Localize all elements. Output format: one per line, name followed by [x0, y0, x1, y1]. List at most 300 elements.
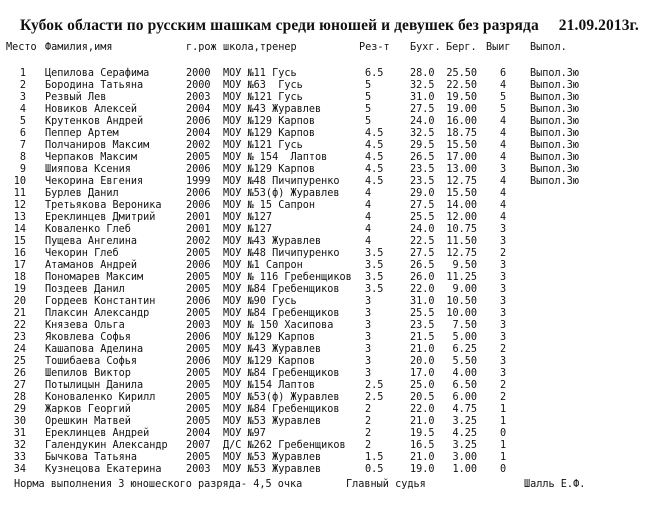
cell-berger: 16.00 — [446, 116, 477, 127]
cell-name: Тошибаева Софья — [45, 356, 138, 367]
cell-name: Ереклинцев Дмитрий — [45, 212, 156, 223]
cell-berger: 6.50 — [452, 380, 477, 391]
cell-result: 2.5 — [365, 380, 384, 391]
cell-wins: 5 — [500, 104, 507, 115]
cell-name: Резвый Лев — [45, 92, 107, 103]
cell-buchholz: 32.5 — [410, 80, 435, 91]
cell-buchholz: 27.5 — [410, 248, 435, 259]
cell-berger: 22.50 — [446, 80, 477, 91]
cell-name: Пеппер Артем — [45, 128, 119, 139]
cell-buchholz: 31.0 — [410, 296, 435, 307]
cell-buchholz: 23.5 — [410, 176, 435, 187]
cell-result: 3 — [365, 320, 372, 331]
cell-school: МОУ №53 Журавлев — [223, 452, 322, 463]
cell-result: 1.5 — [365, 452, 384, 463]
table-row — [0, 260, 664, 272]
cell-buchholz: 27.5 — [410, 104, 435, 115]
cell-place: 23 — [13, 332, 26, 343]
cell-place: 18 — [13, 272, 26, 283]
cell-place: 25 — [13, 356, 26, 367]
cell-berger: 17.00 — [446, 152, 477, 163]
cell-buchholz: 25.5 — [410, 212, 435, 223]
cell-school: МОУ №43 Журавлев — [223, 344, 322, 355]
cell-year: 2005 — [186, 344, 211, 355]
cell-result: 3.5 — [365, 260, 384, 271]
cell-name: Атаманов Андрей — [45, 260, 138, 271]
cell-name: Чекорин Глеб — [45, 248, 119, 259]
cell-buchholz: 22.5 — [410, 236, 435, 247]
header-place: Место — [6, 42, 37, 53]
cell-buchholz: 21.0 — [410, 344, 435, 355]
cell-name: Третьякова Вероника — [45, 200, 162, 211]
cell-name: Яковлева Софья — [45, 332, 131, 343]
cell-berger: 10.75 — [446, 224, 477, 235]
cell-school: МОУ № 116 Гребенщиков — [223, 272, 352, 283]
cell-wins: 3 — [500, 272, 507, 283]
cell-school: МОУ №127 — [223, 224, 273, 235]
cell-year: 2003 — [186, 92, 211, 103]
cell-year: 2005 — [186, 452, 211, 463]
cell-result: 3 — [365, 344, 372, 355]
cell-year: 2005 — [186, 284, 211, 295]
cell-wins: 3 — [500, 320, 507, 331]
table-row — [0, 176, 664, 188]
table-row — [0, 452, 664, 464]
cell-school: МОУ №129 Карпов — [223, 356, 316, 367]
cell-berger: 4.75 — [452, 404, 477, 415]
cell-wins: 4 — [500, 116, 507, 127]
cell-name: Бородина Татьяна — [45, 80, 144, 91]
cell-place: 13 — [13, 212, 26, 223]
cell-buchholz: 25.5 — [410, 308, 435, 319]
cell-year: 2006 — [186, 356, 211, 367]
cell-wins: 3 — [500, 236, 507, 247]
cell-year: 2000 — [186, 80, 211, 91]
cell-name: Чекорина Евгения — [45, 176, 144, 187]
cell-buchholz: 24.0 — [410, 224, 435, 235]
table-row — [0, 308, 664, 320]
cell-buchholz: 28.0 — [410, 68, 435, 79]
cell-place: 14 — [13, 224, 26, 235]
cell-norm: Выпол.3ю — [530, 116, 580, 127]
cell-buchholz: 31.0 — [410, 92, 435, 103]
cell-place: 4 — [19, 104, 26, 115]
cell-year: 2005 — [186, 392, 211, 403]
cell-school: МОУ № 150 Хасипова — [223, 320, 334, 331]
cell-result: 2 — [365, 440, 372, 451]
cell-school: МОУ №129 Карпов — [223, 116, 316, 127]
cell-buchholz: 23.5 — [410, 320, 435, 331]
table-row — [0, 392, 664, 404]
cell-name: Кашапова Аделина — [45, 344, 144, 355]
cell-place: 1 — [19, 68, 26, 79]
cell-place: 21 — [13, 308, 26, 319]
cell-berger: 11.50 — [446, 236, 477, 247]
footer-judge-label: Главный судья — [346, 479, 426, 490]
cell-place: 34 — [13, 464, 26, 475]
page-title — [20, 17, 639, 35]
cell-name: Ереклинцев Андрей — [45, 428, 150, 439]
title-text: Кубок области по русским шашкам среди юношей и девушек без разряда — [20, 17, 539, 34]
cell-year: 2004 — [186, 428, 211, 439]
cell-buchholz: 29.0 — [410, 188, 435, 199]
cell-school: МОУ №63 Гусь — [223, 80, 303, 91]
cell-result: 6.5 — [365, 68, 384, 79]
cell-school: МОУ №129 Карпов — [223, 332, 316, 343]
cell-result: 3.5 — [365, 248, 384, 259]
cell-buchholz: 26.5 — [410, 152, 435, 163]
cell-name: Шепилов Виктор — [45, 368, 131, 379]
cell-place: 20 — [13, 296, 26, 307]
cell-buchholz: 29.5 — [410, 140, 435, 151]
table-row — [0, 272, 664, 284]
cell-wins: 2 — [500, 380, 507, 391]
table-row — [0, 92, 664, 104]
cell-year: 2007 — [186, 440, 211, 451]
cell-wins: 4 — [500, 200, 507, 211]
cell-berger: 10.00 — [446, 308, 477, 319]
cell-norm: Выпол.3ю — [530, 140, 580, 151]
cell-school: МОУ №53(ф) Журавлев — [223, 188, 340, 199]
cell-year: 2005 — [186, 404, 211, 415]
cell-berger: 6.00 — [452, 392, 477, 403]
cell-berger: 3.00 — [452, 452, 477, 463]
table-row — [0, 332, 664, 344]
cell-buchholz: 23.5 — [410, 164, 435, 175]
cell-place: 11 — [13, 188, 26, 199]
cell-school: МОУ №84 Гребенщиков — [223, 308, 340, 319]
table-row — [0, 356, 664, 368]
cell-result: 3 — [365, 308, 372, 319]
header-norm: Выпол. — [530, 42, 567, 53]
cell-place: 9 — [19, 164, 26, 175]
cell-berger: 13.00 — [446, 164, 477, 175]
cell-name: Поздеев Данил — [45, 284, 125, 295]
cell-name: Жарков Георгий — [45, 404, 131, 415]
cell-place: 5 — [19, 116, 26, 127]
table-row — [0, 116, 664, 128]
cell-norm: Выпол.3ю — [530, 176, 580, 187]
cell-wins: 3 — [500, 308, 507, 319]
cell-wins: 3 — [500, 368, 507, 379]
cell-school: МОУ №48 Пичипуренко — [223, 248, 340, 259]
cell-wins: 3 — [500, 284, 507, 295]
cell-year: 2002 — [186, 236, 211, 247]
cell-school: Д/С №262 Гребенщиков — [223, 440, 346, 451]
cell-norm: Выпол.3ю — [530, 92, 580, 103]
table-row — [0, 464, 664, 476]
cell-school: МОУ №121 Гусь — [223, 92, 303, 103]
table-row — [0, 428, 664, 440]
header-year: г.рож — [186, 42, 217, 53]
cell-school: МОУ №121 Гусь — [223, 140, 303, 151]
cell-name: Пономарев Максим — [45, 272, 144, 283]
cell-result: 3 — [365, 296, 372, 307]
cell-norm: Выпол.3ю — [530, 164, 580, 175]
cell-buchholz: 26.0 — [410, 272, 435, 283]
cell-school: МОУ №11 Гусь — [223, 68, 297, 79]
cell-norm: Выпол.3ю — [530, 104, 580, 115]
cell-wins: 0 — [500, 464, 507, 475]
cell-school: МОУ №129 Карпов — [223, 128, 316, 139]
cell-wins: 2 — [500, 344, 507, 355]
cell-result: 2 — [365, 404, 372, 415]
cell-wins: 4 — [500, 152, 507, 163]
cell-buchholz: 21.0 — [410, 416, 435, 427]
cell-result: 4 — [365, 236, 372, 247]
cell-result: 3 — [365, 368, 372, 379]
cell-name: Коваленко Глеб — [45, 224, 131, 235]
table-row — [0, 416, 664, 428]
table-row — [0, 248, 664, 260]
cell-year: 2003 — [186, 320, 211, 331]
cell-buchholz: 20.0 — [410, 356, 435, 367]
cell-place: 26 — [13, 368, 26, 379]
cell-school: МОУ №43 Журавлев — [223, 236, 322, 247]
cell-name: Орешкин Матвей — [45, 416, 131, 427]
cell-result: 2 — [365, 428, 372, 439]
cell-place: 28 — [13, 392, 26, 403]
table-row — [0, 68, 664, 80]
cell-berger: 25.50 — [446, 68, 477, 79]
cell-year: 2005 — [186, 380, 211, 391]
cell-place: 2 — [19, 80, 26, 91]
cell-school: МОУ №97 — [223, 428, 266, 439]
cell-name: Князева Ольга — [45, 320, 125, 331]
cell-place: 16 — [13, 248, 26, 259]
cell-place: 29 — [13, 404, 26, 415]
cell-result: 4.5 — [365, 164, 384, 175]
cell-buchholz: 22.0 — [410, 284, 435, 295]
table-row — [0, 212, 664, 224]
cell-berger: 12.75 — [446, 248, 477, 259]
table-row — [0, 320, 664, 332]
cell-result: 5 — [365, 92, 372, 103]
table-row — [0, 284, 664, 296]
cell-result: 2 — [365, 416, 372, 427]
table-row — [0, 128, 664, 140]
cell-place: 7 — [19, 140, 26, 151]
cell-buchholz: 26.5 — [410, 260, 435, 271]
cell-result: 3.5 — [365, 284, 384, 295]
cell-year: 2002 — [186, 140, 211, 151]
cell-name: Галендукин Александр — [45, 440, 168, 451]
cell-berger: 14.00 — [446, 200, 477, 211]
cell-wins: 3 — [500, 224, 507, 235]
table-row — [0, 188, 664, 200]
cell-name: Плаксин Александр — [45, 308, 150, 319]
cell-wins: 6 — [500, 68, 507, 79]
header-berger: Берг. — [446, 42, 477, 53]
cell-year: 2003 — [186, 464, 211, 475]
cell-year: 2006 — [186, 332, 211, 343]
cell-result: 4 — [365, 224, 372, 235]
cell-school: МОУ №90 Гусь — [223, 296, 297, 307]
cell-buchholz: 21.0 — [410, 452, 435, 463]
cell-place: 12 — [13, 200, 26, 211]
cell-berger: 12.00 — [446, 212, 477, 223]
cell-result: 3.5 — [365, 272, 384, 283]
cell-place: 8 — [19, 152, 26, 163]
cell-buchholz: 25.0 — [410, 380, 435, 391]
cell-name: Пущева Ангелина — [45, 236, 138, 247]
cell-wins: 2 — [500, 392, 507, 403]
cell-berger: 3.25 — [452, 416, 477, 427]
cell-result: 4.5 — [365, 140, 384, 151]
cell-wins: 3 — [500, 332, 507, 343]
cell-school: МОУ № 15 Сапрон — [223, 200, 316, 211]
cell-name: Кузнецова Екатерина — [45, 464, 162, 475]
table-row — [0, 236, 664, 248]
cell-place: 3 — [19, 92, 26, 103]
cell-year: 2005 — [186, 152, 211, 163]
cell-result: 4 — [365, 200, 372, 211]
header-school: школа,тренер — [223, 42, 297, 53]
cell-berger: 3.25 — [452, 440, 477, 451]
header-wins: Выиг — [486, 42, 511, 53]
cell-wins: 1 — [500, 416, 507, 427]
cell-name: Черпаков Максим — [45, 152, 138, 163]
cell-result: 0.5 — [365, 464, 384, 475]
cell-wins: 1 — [500, 440, 507, 451]
cell-name: Бурлев Данил — [45, 188, 119, 199]
cell-year: 2000 — [186, 68, 211, 79]
cell-result: 2.5 — [365, 392, 384, 403]
cell-berger: 5.50 — [452, 356, 477, 367]
cell-school: МОУ №84 Гребенщиков — [223, 284, 340, 295]
cell-berger: 7.50 — [452, 320, 477, 331]
cell-school: МОУ №84 Гребенщиков — [223, 368, 340, 379]
table-row — [0, 164, 664, 176]
cell-wins: 3 — [500, 356, 507, 367]
title-date: 21.09.2013г. — [558, 17, 639, 34]
cell-year: 2004 — [186, 128, 211, 139]
cell-place: 33 — [13, 452, 26, 463]
cell-wins: 4 — [500, 188, 507, 199]
cell-year: 2006 — [186, 200, 211, 211]
cell-place: 22 — [13, 320, 26, 331]
table-row — [0, 380, 664, 392]
cell-year: 2005 — [186, 308, 211, 319]
footer-norm-text: Норма выполнения 3 юношеского разряда- 4,5 очка — [14, 479, 303, 490]
cell-school: МОУ №43 Журавлев — [223, 104, 322, 115]
footer-judge-name: Шалль Е.Ф. — [524, 479, 586, 490]
cell-year: 2006 — [186, 188, 211, 199]
table-row — [0, 404, 664, 416]
cell-berger: 6.25 — [452, 344, 477, 355]
cell-year: 2006 — [186, 296, 211, 307]
cell-berger: 19.00 — [446, 104, 477, 115]
cell-buchholz: 19.5 — [410, 428, 435, 439]
cell-buchholz: 27.5 — [410, 200, 435, 211]
cell-wins: 5 — [500, 92, 507, 103]
cell-place: 31 — [13, 428, 26, 439]
cell-year: 2006 — [186, 164, 211, 175]
table-row — [0, 344, 664, 356]
cell-school: МОУ №154 Лаптов — [223, 380, 316, 391]
cell-norm: Выпол.3ю — [530, 80, 580, 91]
cell-berger: 4.25 — [452, 428, 477, 439]
cell-year: 2005 — [186, 368, 211, 379]
cell-school: МОУ №84 Гребенщиков — [223, 404, 340, 415]
cell-result: 5 — [365, 80, 372, 91]
cell-wins: 3 — [500, 296, 507, 307]
cell-school: МОУ №53(ф) Журавлев — [223, 392, 340, 403]
cell-name: Полчаниров Максим — [45, 140, 150, 151]
cell-name: Потылицын Данила — [45, 380, 144, 391]
cell-year: 2001 — [186, 212, 211, 223]
cell-result: 4.5 — [365, 152, 384, 163]
cell-wins: 1 — [500, 404, 507, 415]
cell-wins: 3 — [500, 260, 507, 271]
cell-name: Гордеев Константин — [45, 296, 156, 307]
cell-buchholz: 17.0 — [410, 368, 435, 379]
cell-year: 2006 — [186, 116, 211, 127]
cell-berger: 9.00 — [452, 284, 477, 295]
cell-berger: 18.75 — [446, 128, 477, 139]
cell-school: МОУ №1 Сапрон — [223, 260, 303, 271]
cell-wins: 1 — [500, 452, 507, 463]
cell-result: 4.5 — [365, 128, 384, 139]
cell-year: 2001 — [186, 224, 211, 235]
cell-year: 2004 — [186, 104, 211, 115]
cell-result: 4 — [365, 212, 372, 223]
cell-result: 3 — [365, 356, 372, 367]
cell-year: 1999 — [186, 176, 211, 187]
cell-name: Шияпова Ксения — [45, 164, 131, 175]
cell-wins: 2 — [500, 248, 507, 259]
cell-year: 2005 — [186, 248, 211, 259]
cell-place: 15 — [13, 236, 26, 247]
cell-buchholz: 24.0 — [410, 116, 435, 127]
cell-school: МОУ №129 Карпов — [223, 164, 316, 175]
cell-berger: 12.75 — [446, 176, 477, 187]
cell-buchholz: 19.0 — [410, 464, 435, 475]
cell-result: 4 — [365, 188, 372, 199]
cell-place: 24 — [13, 344, 26, 355]
cell-school: МОУ № 154 Лаптов — [223, 152, 328, 163]
cell-place: 32 — [13, 440, 26, 451]
cell-berger: 15.50 — [446, 188, 477, 199]
cell-place: 17 — [13, 260, 26, 271]
cell-name: Цепилова Серафима — [45, 68, 150, 79]
cell-wins: 4 — [500, 128, 507, 139]
cell-berger: 4.00 — [452, 368, 477, 379]
table-row — [0, 224, 664, 236]
table-row — [0, 152, 664, 164]
cell-berger: 11.25 — [446, 272, 477, 283]
cell-result: 5 — [365, 116, 372, 127]
cell-result: 3 — [365, 332, 372, 343]
cell-berger: 15.50 — [446, 140, 477, 151]
cell-school: МОУ №53 Журавлев — [223, 464, 322, 475]
cell-place: 30 — [13, 416, 26, 427]
cell-norm: Выпол.3ю — [530, 152, 580, 163]
cell-buchholz: 21.5 — [410, 332, 435, 343]
cell-name: Коноваленко Кирилл — [45, 392, 156, 403]
cell-school: МОУ №127 — [223, 212, 273, 223]
cell-berger: 9.50 — [452, 260, 477, 271]
cell-year: 2005 — [186, 272, 211, 283]
cell-year: 2005 — [186, 416, 211, 427]
cell-name: Новиков Алексей — [45, 104, 138, 115]
cell-name: Бычкова Татьяна — [45, 452, 138, 463]
table-row — [0, 140, 664, 152]
cell-place: 27 — [13, 380, 26, 391]
cell-school: МОУ №48 Пичипуренко — [223, 176, 340, 187]
table-row — [0, 80, 664, 92]
cell-norm: Выпол.3ю — [530, 68, 580, 79]
